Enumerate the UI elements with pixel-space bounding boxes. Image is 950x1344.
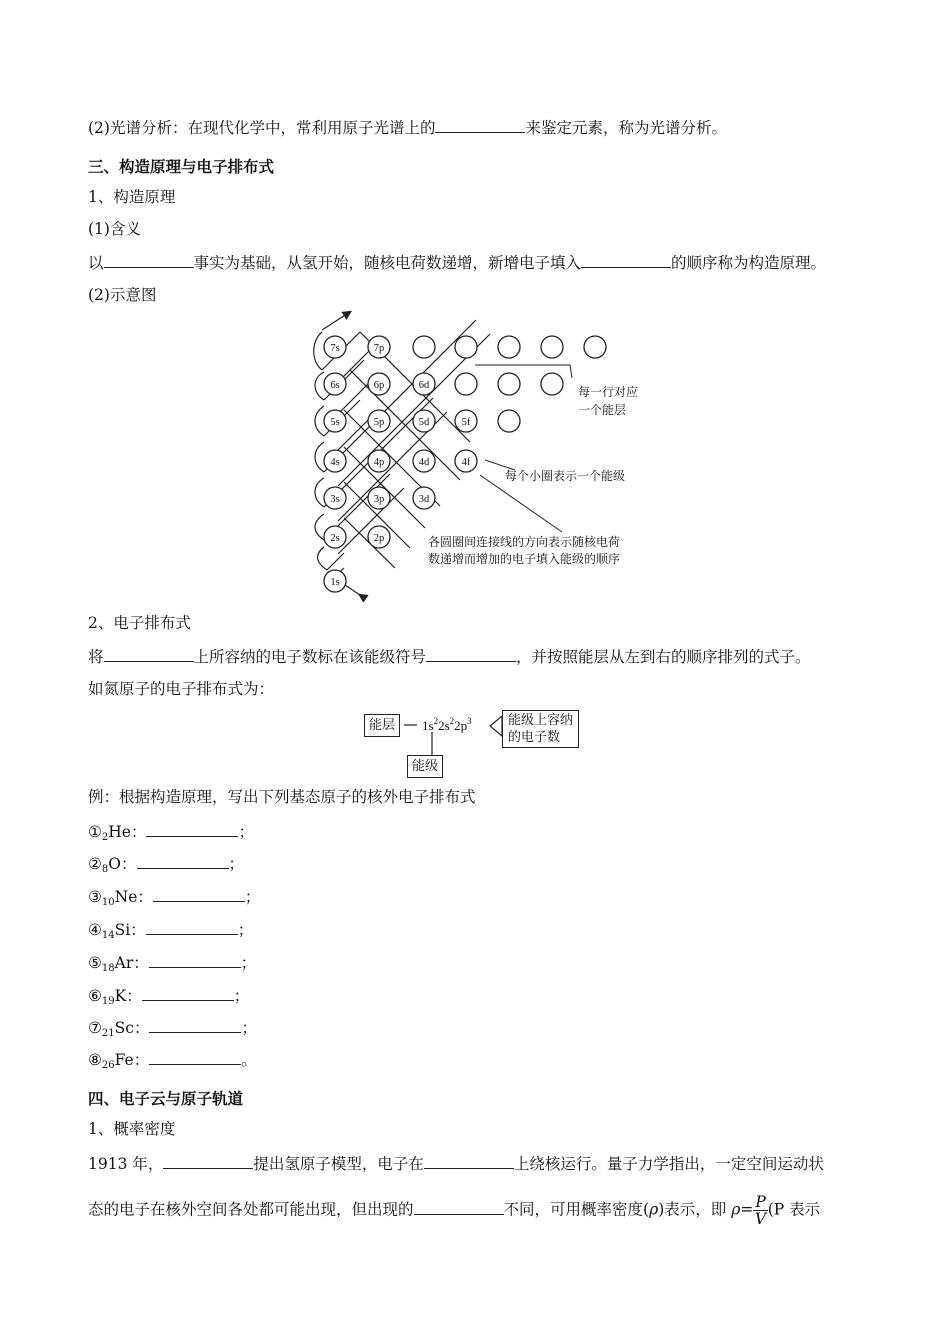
- text: (2)光谱分析：在现代化学中，常利用原子光谱上的: [88, 119, 436, 137]
- electron-count-label: [502, 710, 579, 748]
- answer-blank[interactable]: [149, 1048, 241, 1065]
- orbital-label: 4d: [418, 457, 430, 468]
- text: 的电子数: [508, 730, 561, 745]
- paragraph-line: [88, 1152, 824, 1175]
- text: 上所容纳的电子数标在该能级符号: [193, 648, 427, 666]
- rho-symbol: ρ: [649, 1200, 659, 1219]
- orbital-label: 3d: [418, 494, 430, 505]
- answer-blank[interactable]: [104, 251, 194, 268]
- orbital-label: 5f: [461, 417, 471, 428]
- note-row-line1: 每一行对应: [578, 385, 639, 399]
- spectral-analysis-line: [88, 116, 727, 139]
- subheading-probability-density: 1、概率密度: [88, 1120, 176, 1138]
- text: 1913 年，: [88, 1155, 164, 1173]
- answer-blank[interactable]: [163, 1152, 253, 1169]
- numerator: P: [755, 1193, 766, 1211]
- note-arrow-line2: 数递增而增加的电子填入能级的顺序: [428, 552, 621, 566]
- text: =: [740, 1200, 754, 1219]
- fraction: [753, 1194, 767, 1227]
- orbital-label: 2s: [330, 533, 340, 544]
- orbital-label: 4s: [330, 457, 340, 468]
- text: )表示，即: [658, 1200, 732, 1219]
- note-circle: 每个小圈表示一个能级: [505, 469, 626, 483]
- answer-blank[interactable]: [137, 852, 229, 869]
- diagram-label: (2)示意图: [88, 286, 157, 304]
- answer-blank[interactable]: [435, 116, 525, 133]
- denominator: V: [754, 1210, 767, 1228]
- orbital-label: 5d: [418, 417, 430, 428]
- text: ，并按照能层从左到右的顺序排列的式子。: [516, 648, 811, 666]
- layer-label: 能层: [364, 714, 400, 737]
- answer-blank[interactable]: [104, 645, 194, 662]
- configuration-definition: [88, 645, 811, 668]
- example-item: $②_8O$： ；: [88, 852, 244, 881]
- meaning-line: [88, 251, 826, 274]
- text: 能级上容纳: [508, 713, 574, 728]
- aufbau-diagram: [300, 310, 650, 602]
- text: 来鉴定元素，称为光谱分析。: [525, 119, 727, 137]
- example-item: $⑧_{26}Fe$： 。: [88, 1048, 257, 1077]
- level-label: 能级: [407, 755, 443, 778]
- example-item: $⑤_{18}Ar$： ；: [88, 951, 256, 980]
- text: 不同，可用概率密度(: [503, 1200, 650, 1219]
- example-item: $④_{14}Si$： ；: [88, 918, 253, 947]
- answer-blank[interactable]: [146, 918, 238, 935]
- example-item: $⑦_{21}Sc$： ；: [88, 1016, 257, 1045]
- nitrogen-config-diagram: [362, 710, 582, 778]
- orbital-label: 5p: [373, 417, 385, 428]
- example-item: $⑥_{19}K$： ；: [88, 984, 249, 1013]
- note-row-line2: 一个能层: [578, 403, 627, 417]
- subheading-aufbau: 1、构造原理: [88, 188, 176, 206]
- text: 的顺序称为构造原理。: [671, 254, 827, 272]
- diagram-notes: [428, 384, 638, 566]
- example-intro: 例：根据构造原理，写出下列基态原子的核外电子排布式: [88, 788, 476, 806]
- text: (P 表示: [767, 1200, 821, 1219]
- text: 事实为基础，从氢开始，随核电荷数递增，新增电子填入: [193, 254, 582, 272]
- orbital-label: 3s: [330, 494, 340, 505]
- orbital-label: 1s: [330, 577, 340, 588]
- orbital-label: 4p: [373, 457, 385, 468]
- subheading-configuration: 2、电子排布式: [88, 614, 191, 632]
- answer-blank[interactable]: [424, 1152, 514, 1169]
- answer-blank[interactable]: [153, 885, 245, 902]
- rho-symbol: ρ: [731, 1200, 741, 1219]
- orbital-label: 5s: [330, 417, 340, 428]
- answer-blank[interactable]: [581, 251, 671, 268]
- answer-blank[interactable]: [149, 1016, 241, 1033]
- text: 态的电子在核外空间各处都可能出现，但出现的: [88, 1200, 414, 1219]
- answer-blank[interactable]: [149, 951, 241, 968]
- example-item: $①_2He$： ；: [88, 820, 254, 849]
- note-arrow-line1: 各圆圈间连接线的方向表示随核电荷: [428, 535, 621, 549]
- section-4-heading: 四、电子云与原子轨道: [88, 1089, 244, 1108]
- text: 以: [88, 254, 104, 272]
- text: 提出氢原子模型，电子在: [253, 1155, 424, 1173]
- text: 将: [88, 648, 104, 666]
- section-3-heading: 三、构造原理与电子排布式: [88, 157, 275, 176]
- paragraph-line: [88, 1194, 820, 1227]
- answer-blank[interactable]: [414, 1198, 504, 1215]
- answer-blank[interactable]: [146, 820, 238, 837]
- orbital-label: 7p: [373, 343, 385, 354]
- text: 上绕核运行。量子力学指出，一定空间运动状: [513, 1155, 824, 1173]
- orbital-label: 4f: [461, 457, 471, 468]
- orbital-label: 6s: [330, 380, 340, 391]
- orbital-label: 6p: [373, 380, 385, 391]
- orbital-label: 7s: [330, 343, 340, 354]
- example-item: $③_{10}Ne$： ；: [88, 885, 260, 914]
- answer-blank[interactable]: [142, 984, 234, 1001]
- orbital-label: 6d: [418, 380, 430, 391]
- nitrogen-formula: $1s^22s^22p^3$: [422, 716, 472, 733]
- answer-blank[interactable]: [426, 645, 516, 662]
- nitrogen-intro: 如氮原子的电子排布式为：: [88, 680, 275, 698]
- meaning-label: (1)含义: [88, 220, 141, 238]
- orbital-label: 3p: [373, 494, 385, 505]
- orbital-label: 2p: [373, 533, 385, 544]
